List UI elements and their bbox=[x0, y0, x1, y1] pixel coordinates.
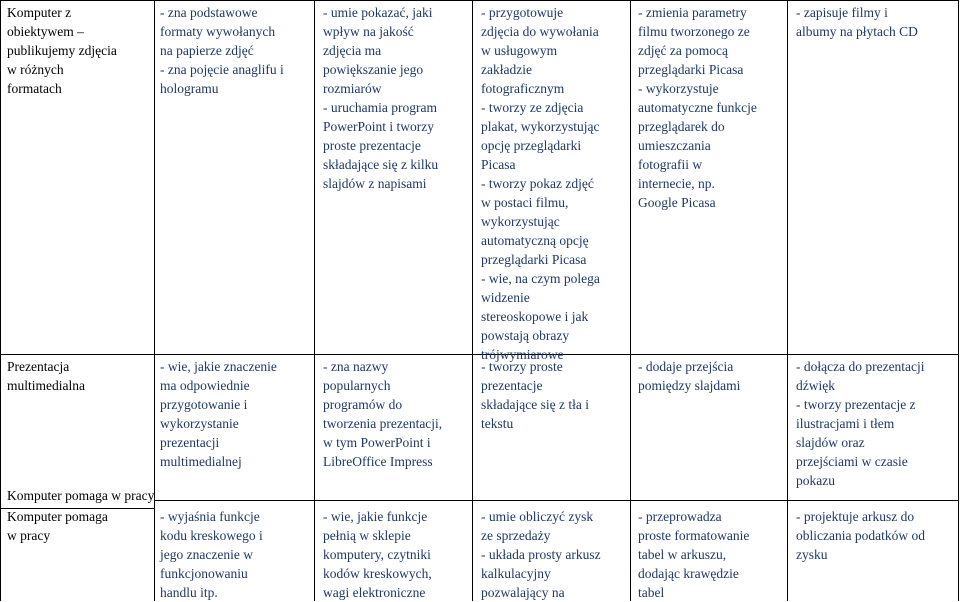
column-divider bbox=[314, 0, 315, 601]
cell-line: handlu itp. bbox=[160, 585, 218, 600]
cell-line: kodu kreskowego i bbox=[160, 528, 263, 543]
cell-line: wykorzystanie bbox=[160, 416, 239, 431]
cell-line: - tworzy proste bbox=[481, 359, 563, 374]
cell-line: proste prezentacje bbox=[323, 138, 421, 153]
table-border-top bbox=[0, 0, 959, 1]
requirement-cell bbox=[638, 357, 740, 395]
cell-line: obiektywem – bbox=[7, 24, 84, 39]
cell-line: PowerPoint i tworzy bbox=[323, 119, 434, 134]
cell-line: - wie, na czym polega bbox=[481, 271, 600, 286]
cell-line: - wie, jakie znaczenie bbox=[160, 359, 277, 374]
cell-line: - przeprowadza bbox=[638, 509, 722, 524]
cell-line: - zna podstawowe bbox=[160, 5, 258, 20]
cell-line: automatyczne funkcje bbox=[638, 100, 757, 115]
requirement-cell bbox=[796, 3, 918, 41]
requirement-cell bbox=[160, 357, 277, 471]
cell-line: prezentacji bbox=[160, 435, 220, 450]
cell-line: - zna nazwy bbox=[323, 359, 389, 374]
cell-line: obliczania podatków od bbox=[796, 528, 925, 543]
cell-line: - zna pojęcie anaglifu i bbox=[160, 62, 284, 77]
cell-line: - wykorzystuje bbox=[638, 81, 719, 96]
cell-line: - tworzy prezentacje z bbox=[796, 397, 916, 412]
cell-line: pełnią w sklepie bbox=[323, 528, 411, 543]
cell-line: kodów kreskowych, bbox=[323, 566, 432, 581]
cell-line: tabel w arkuszu, bbox=[638, 547, 727, 562]
cell-line: slajdów oraz bbox=[796, 435, 865, 450]
cell-line: na papierze zdjęć bbox=[160, 43, 254, 58]
cell-line: albumy na płytach CD bbox=[796, 24, 918, 39]
cell-line: - uruchamia program bbox=[323, 100, 437, 115]
cell-line: w tym PowerPoint i bbox=[323, 435, 431, 450]
cell-line: fotograficznym bbox=[481, 81, 565, 96]
cell-line: - wyjaśnia funkcje bbox=[160, 509, 260, 524]
cell-line: stereoskopowe i jak bbox=[481, 309, 589, 324]
cell-line: publikujemy zdjęcia bbox=[7, 43, 117, 58]
cell-line: powstają obrazy bbox=[481, 328, 570, 343]
cell-line: dźwięk bbox=[796, 378, 835, 393]
cell-line: przeglądarki Picasa bbox=[481, 252, 587, 267]
cell-line: - dodaje przejścia bbox=[638, 359, 734, 374]
cell-line: wagi elektroniczne bbox=[323, 585, 426, 600]
requirement-cell bbox=[323, 507, 432, 602]
table-row-divider bbox=[154, 500, 959, 501]
cell-line: slajdów z napisami bbox=[323, 176, 427, 191]
cell-line: hologramu bbox=[160, 81, 219, 96]
cell-line: ma odpowiednie bbox=[160, 378, 250, 393]
cell-line: tekstu bbox=[481, 416, 514, 431]
cell-line: zdjęć za pomocą bbox=[638, 43, 728, 58]
requirement-cell bbox=[160, 507, 263, 602]
cell-line: - zmienia parametry bbox=[638, 5, 747, 20]
requirement-cell bbox=[160, 3, 284, 98]
cell-line: plakat, wykorzystując bbox=[481, 119, 600, 134]
cell-line: ilustracjami i tłem bbox=[796, 416, 895, 431]
cell-line: wykorzystując bbox=[481, 214, 560, 229]
topic-cell-work bbox=[7, 507, 108, 545]
cell-line: prezentacje bbox=[481, 378, 543, 393]
cell-line: w usługowym bbox=[481, 43, 558, 58]
cell-line: dodając krawędzie bbox=[638, 566, 739, 581]
cell-line: jego znaczenie w bbox=[160, 547, 253, 562]
cell-line: trójwymiarowe bbox=[481, 347, 564, 362]
cell-line: opcję przeglądarki bbox=[481, 138, 582, 153]
cell-line: tworzenia prezentacji, bbox=[323, 416, 443, 431]
cell-line: zdjęcia ma bbox=[323, 43, 382, 58]
cell-line: pozwalający na bbox=[481, 585, 565, 600]
requirement-cell bbox=[796, 507, 925, 564]
cell-line: funkcjonowaniu bbox=[160, 566, 248, 581]
cell-line: automatyczną opcję bbox=[481, 233, 589, 248]
cell-line: przeglądarki Picasa bbox=[638, 62, 744, 77]
cell-line: fotografii w bbox=[638, 157, 703, 172]
section-header-text: Komputer pomaga w pracy bbox=[7, 488, 155, 503]
cell-line: umieszczania bbox=[638, 138, 711, 153]
cell-line: Prezentacja bbox=[7, 359, 70, 374]
cell-line: zysku bbox=[796, 547, 828, 562]
cell-line: pokazu bbox=[796, 473, 835, 488]
cell-line: internecie, np. bbox=[638, 176, 715, 191]
cell-line: - umie pokazać, jaki bbox=[323, 5, 433, 20]
column-divider bbox=[630, 0, 631, 601]
cell-line: proste formatowanie bbox=[638, 528, 750, 543]
cell-line: formatach bbox=[7, 81, 62, 96]
cell-line: multimedialna bbox=[7, 378, 85, 393]
requirement-cell bbox=[796, 357, 925, 490]
table-border-left bbox=[0, 0, 1, 601]
cell-line: zdjęcia do wywołania bbox=[481, 24, 599, 39]
requirement-cell bbox=[481, 507, 601, 602]
cell-line: filmu tworzonego ze bbox=[638, 24, 750, 39]
column-divider bbox=[154, 0, 155, 601]
cell-line: przejściami w czasie bbox=[796, 454, 908, 469]
cell-line: w pracy bbox=[7, 528, 51, 543]
cell-line: popularnych bbox=[323, 378, 391, 393]
cell-line: - tworzy pokaz zdjęć bbox=[481, 176, 594, 191]
requirement-cell bbox=[481, 3, 600, 364]
cell-line: - projektuje arkusz do bbox=[796, 509, 915, 524]
cell-line: Komputer z bbox=[7, 5, 72, 20]
column-divider bbox=[472, 0, 473, 601]
requirement-cell bbox=[323, 3, 438, 193]
cell-line: powiększanie jego bbox=[323, 62, 424, 77]
cell-line: kalkulacyjny bbox=[481, 566, 551, 581]
column-divider bbox=[787, 0, 788, 601]
cell-line: w różnych bbox=[7, 62, 64, 77]
cell-line: ze sprzedaży bbox=[481, 528, 551, 543]
cell-line: - tworzy ze zdjęcia bbox=[481, 100, 584, 115]
requirement-cell bbox=[638, 507, 749, 602]
cell-line: przeglądarek do bbox=[638, 119, 725, 134]
cell-line: składające się z kilku bbox=[323, 157, 439, 172]
cell-line: Komputer pomaga bbox=[7, 509, 108, 524]
cell-line: wpływ na jakość bbox=[323, 24, 414, 39]
cell-line: multimedialnej bbox=[160, 454, 242, 469]
cell-line: tabel bbox=[638, 585, 665, 600]
cell-line: - wie, jakie funkcje bbox=[323, 509, 428, 524]
requirement-cell bbox=[638, 3, 757, 212]
cell-line: pomiędzy slajdami bbox=[638, 378, 741, 393]
cell-line: - zapisuje filmy i bbox=[796, 5, 888, 20]
cell-line: - układa prosty arkusz bbox=[481, 547, 601, 562]
cell-line: - przygotowuje bbox=[481, 5, 564, 20]
section-header bbox=[7, 486, 154, 505]
cell-line: zakładzie bbox=[481, 62, 532, 77]
cell-line: komputery, czytniki bbox=[323, 547, 431, 562]
cell-line: formaty wywołanych bbox=[160, 24, 276, 39]
cell-line: LibreOffice Impress bbox=[323, 454, 433, 469]
cell-line: przygotowanie i bbox=[160, 397, 248, 412]
requirement-cell bbox=[323, 357, 442, 471]
topic-cell-photo bbox=[7, 3, 117, 98]
cell-line: programów do bbox=[323, 397, 403, 412]
cell-line: składające się z tła i bbox=[481, 397, 589, 412]
cell-line: - umie obliczyć zysk bbox=[481, 509, 594, 524]
requirement-cell bbox=[481, 357, 589, 433]
table-row-divider bbox=[0, 354, 959, 355]
table-border-right bbox=[958, 0, 959, 601]
cell-line: widzenie bbox=[481, 290, 530, 305]
cell-line: rozmiarów bbox=[323, 81, 382, 96]
cell-line: - dołącza do prezentacji bbox=[796, 359, 925, 374]
cell-line: Google Picasa bbox=[638, 195, 716, 210]
topic-cell-presentation bbox=[7, 357, 85, 395]
cell-line: Picasa bbox=[481, 157, 516, 172]
cell-line: w postaci filmu, bbox=[481, 195, 569, 210]
